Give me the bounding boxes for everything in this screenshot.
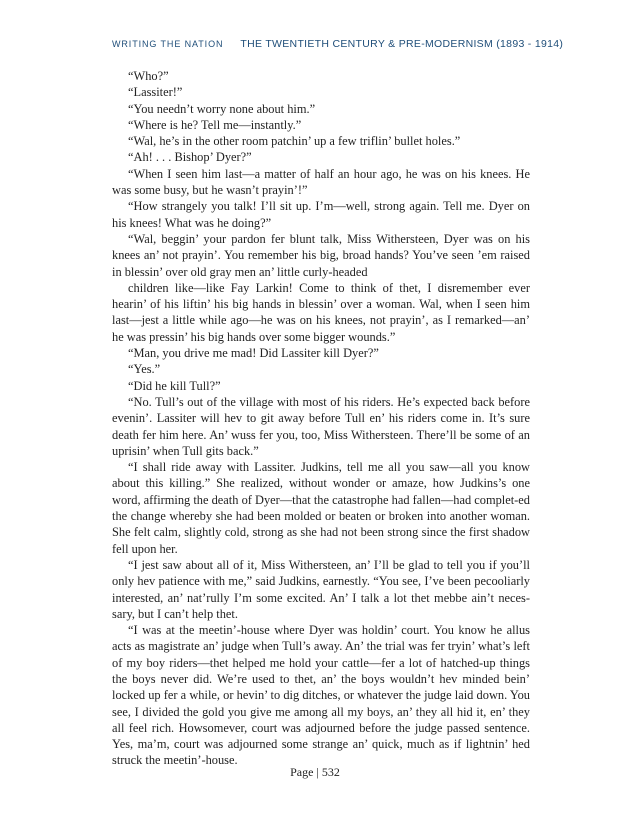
paragraph: “You needn’t worry none about him.” xyxy=(128,101,316,116)
header-section-title: WRITING THE NATION xyxy=(112,39,224,49)
paragraph: “Who?” xyxy=(128,69,169,83)
page-number: Page | 532 xyxy=(290,765,340,779)
paragraph: “Wal, beggin’ your pardon fer blunt talk, Miss Withersteen, Dyer was on his knees an’ not prayin’. You remember his big, broad hands? You’ve seen ’em raised in blessin’ over old gray men an’ little curly-headed xyxy=(112,231,530,279)
paragraph: “No. Tull’s out of the village with most of his riders. He’s expected back before evenin’. Lassiter will hev to git away before Tull en’ his riders come in. It’s sure death fer him here. An’ wuss fer you, too, Miss Withersteen. There’ll be some of an uprisin’ when Tull gits back.” xyxy=(112,394,530,458)
running-header xyxy=(112,38,563,50)
paragraph: “Ah! . . . Bishop’ Dyer?” xyxy=(128,150,252,165)
paragraph: “I shall ride away with Lassiter. Judkins, tell me all you saw—all you know about this killing.” She realized, without wonder or amaze, how Judkins’s one word, affirming the death of Dyer—that the catastrophe had fallen—had complet-ed the change whereby she had been molded or beaten or broken into another woman. She felt calm, slightly cold, strong as she had not been strong since the first shadow fell upon her. xyxy=(112,460,530,556)
paragraph: children like—like Fay Larkin! Come to think of thet, I disremember ever hearin’ of his liftin’ his big hands in blessin’ over a woman. Wal, when I seen him last—jest a little while ago—he was on his knees, not prayin’, as I remarked—an’ he was pressin’ his big hands over some bigger wounds.” xyxy=(112,280,530,344)
paragraph: “Yes.” xyxy=(128,362,161,377)
header-chapter-title: THE TWENTIETH CENTURY & PRE-MODERNISM (1893 - 1914) xyxy=(240,38,564,50)
paragraph: “Did he kill Tull?” xyxy=(128,378,221,393)
paragraph: “Man, you drive me mad! Did Lassiter kill Dyer?” xyxy=(128,346,379,361)
paragraph: “Lassiter!” xyxy=(128,85,183,100)
paragraph: “I jest saw about all of it, Miss Withersteen, an’ I’ll be glad to tell you if you’ll only hev patience with me,” said Judkins, earnestly. “You see, I’ve been pecooliarly interested, an’ nat’rully I’m some excited. An’ I talk a lot thet mebbe ain’t neces-sary, but I can’t help thet. xyxy=(112,557,530,621)
paragraph: “Where is he? Tell me—instantly.” xyxy=(128,117,302,132)
paragraph: “Wal, he’s in the other room patchin’ up a few triflin’ bullet holes.” xyxy=(128,134,461,149)
paragraph: “I was at the meetin’-house where Dyer was holdin’ court. You know he allus acts as magistrate an’ judge when Tull’s away. An’ the trial was fer tryin’ what’s left of my boy riders—thet helped me hold your cattle—fer a lot of hatched-up things the boys never did. We’re used to thet, an’ the boys wouldn’t hev minded bein’ locked up fer a while, or hevin’ to dig ditches, or whatever the judge laid down. You see, I divided the gold you give me among all my boys, an’ they all hid it, en’ they all feel rich. Howsomever, court was adjourned before the judge passed sentence. Yes, ma’m, court was adjourned some strange an’ quick, much as if lightnin’ hed struck the meetin’-house. xyxy=(112,623,530,768)
page-body xyxy=(112,68,530,769)
paragraph: “How strangely you talk! I’ll sit up. I’m—well, strong again. Tell me. Dyer on his knees! What was he doing?” xyxy=(112,199,530,230)
paragraph: “When I seen him last—a matter of half an hour ago, he was on his knees. He was some busy, but he wasn’t prayin’!” xyxy=(112,166,530,198)
